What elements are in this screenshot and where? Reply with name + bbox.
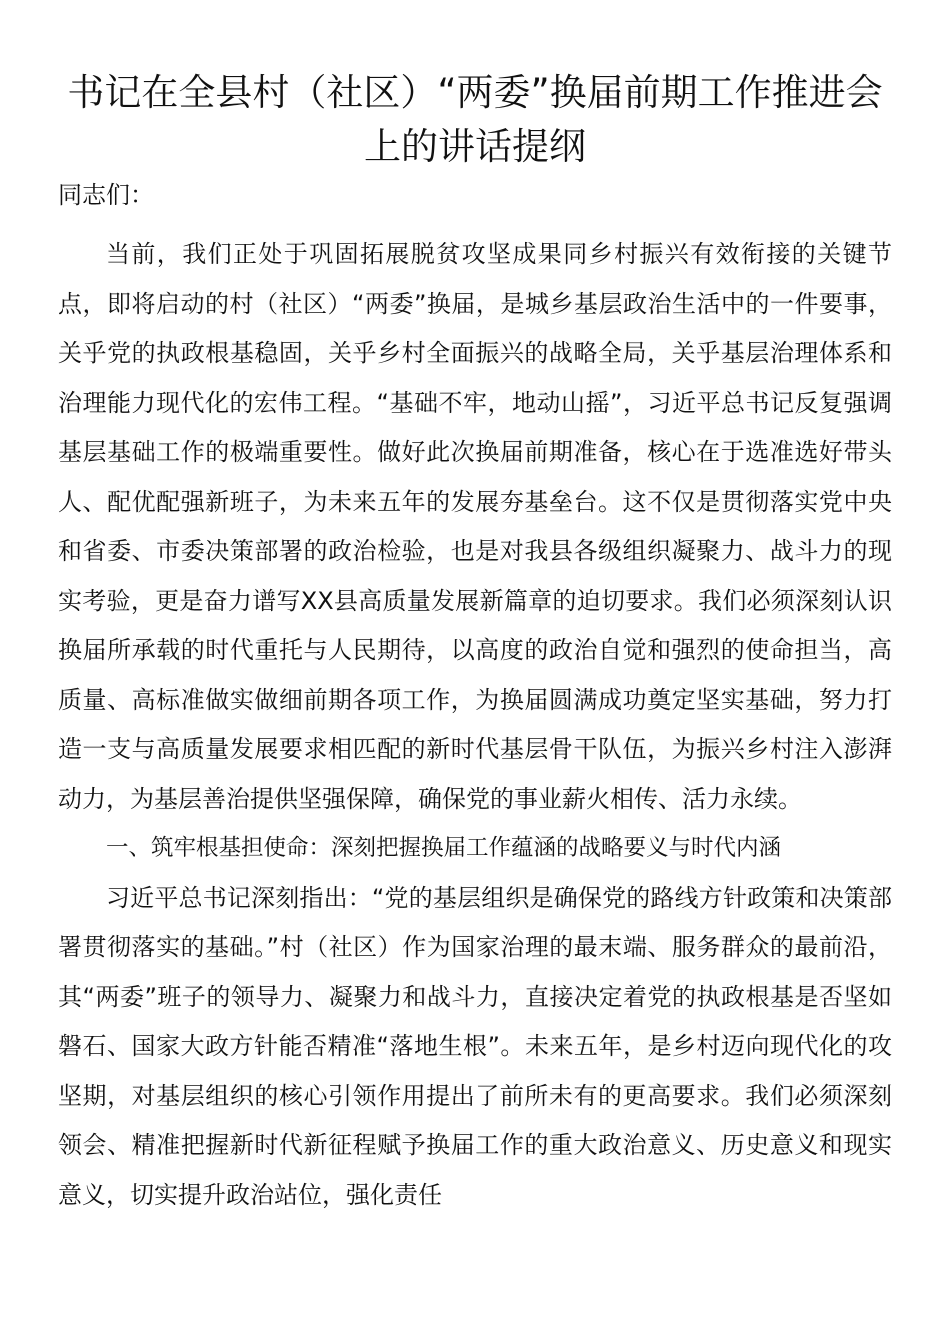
document-title: 书记在全县村（社区）“两委”换届前期工作推进会上的讲话提纲 bbox=[67, 71, 883, 168]
section-paragraph: 习近平总书记深刻指出：“党的基层组织是确保党的路线方针政策和决策部署贯彻落实的基础。”村（社区）作为国家治理的最末端、服务群众的最前沿，其“两委”班子的领导力、凝聚力和战斗力，直接决定着党的执政根基是否坚如磐石、国家大政方针能否精准“落地生根”。未来五年，是乡村迈向现代化的攻坚期，对基层组织的核心引领作用提出了前所未有的更高要求。我们必须深刻领会、精准把握新时代新征程赋予换届工作的重大政治意义、历史意义和现实意义，切实提升政治站位，强化责任 bbox=[58, 883, 892, 1209]
document-page bbox=[58, 66, 892, 1220]
section-heading: 一、筑牢根基担使命：深刻把握换届工作蕴涵的战略要义与时代内涵 bbox=[106, 835, 782, 861]
salutation: 同志们： bbox=[58, 181, 154, 209]
intro-paragraph: 当前，我们正处于巩固拓展脱贫攻坚成果同乡村振兴有效衔接的关键节点，即将启动的村（社区）“两委”换届，是城乡基层政治生活中的一件要事，关乎党的执政根基稳固，关乎乡村全面振兴的战略全局，关乎基层治理体系和治理能力现代化的宏伟工程。“基础不牢，地动山摇”，习近平总书记反复强调基层基础工作的极端重要性。做好此次换届前期准备，核心在于选准选好带头人、配优配强新班子，为未来五年的发展夯基垒台。这不仅是贯彻落实党中央和省委、市委决策部署的政治检验，也是对我县各级组织凝聚力、战斗力的现实考验，更是奋力谱写XX县高质量发展新篇章的迫切要求。我们必须深刻认识换届所承载的时代重托与人民期待，以高度的政治自觉和强烈的使命担当，高质量、高标准做实做细前期各项工作，为换届圆满成功奠定坚实基础，努力打造一支与高质量发展要求相匹配的新时代基层骨干队伍，为振兴乡村注入澎湃动力，为基层善治提供坚强保障，确保党的事业薪火相传、活力永续。 bbox=[58, 240, 892, 813]
